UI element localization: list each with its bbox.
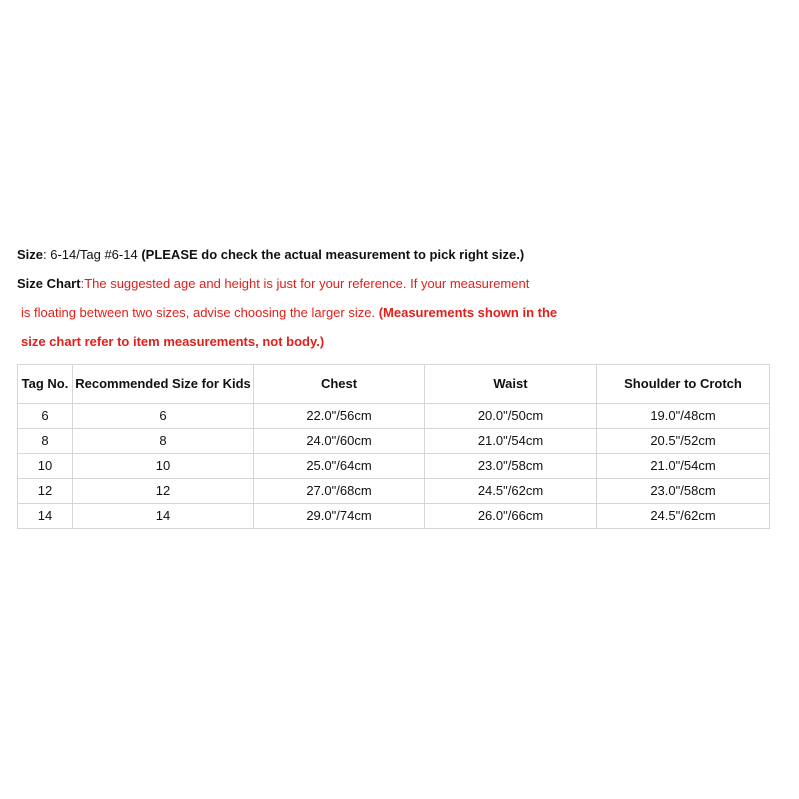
cell-size: 6 xyxy=(73,404,254,429)
cell-shoulder-to-crotch: 21.0"/54cm xyxy=(597,454,770,479)
size-line xyxy=(17,246,524,264)
cell-size: 10 xyxy=(73,454,254,479)
size-value: : 6-14/Tag #6-14 xyxy=(43,247,142,262)
cell-tag: 14 xyxy=(18,504,73,529)
cell-shoulder-to-crotch: 20.5"/52cm xyxy=(597,429,770,454)
table-header-row xyxy=(18,365,770,404)
cell-chest: 27.0"/68cm xyxy=(254,479,425,504)
cell-tag: 8 xyxy=(18,429,73,454)
size-chart-label: Size Chart xyxy=(17,276,81,291)
size-chart-line xyxy=(17,275,529,293)
size-chart-line-3 xyxy=(21,333,324,351)
cell-size: 14 xyxy=(73,504,254,529)
cell-chest: 24.0"/60cm xyxy=(254,429,425,454)
size-chart-table xyxy=(17,364,770,529)
cell-waist: 20.0"/50cm xyxy=(425,404,597,429)
cell-shoulder-to-crotch: 24.5"/62cm xyxy=(597,504,770,529)
table-row xyxy=(18,504,770,529)
size-chart-line-2 xyxy=(21,304,557,322)
cell-size: 12 xyxy=(73,479,254,504)
header-waist: Waist xyxy=(425,365,597,404)
cell-shoulder-to-crotch: 23.0"/58cm xyxy=(597,479,770,504)
header-tag-no: Tag No. xyxy=(18,365,73,404)
table-row xyxy=(18,479,770,504)
cell-waist: 26.0"/66cm xyxy=(425,504,597,529)
size-label: Size xyxy=(17,247,44,262)
header-shoulder-to-crotch: Shoulder to Crotch xyxy=(597,365,770,404)
cell-tag: 6 xyxy=(18,404,73,429)
cell-tag: 12 xyxy=(18,479,73,504)
size-chart-text-2: is floating between two sizes, advise choosing the larger size. xyxy=(21,305,379,320)
size-chart-emphasis-2: size chart refer to item measurements, not body.) xyxy=(21,334,325,349)
size-chart-text-1: :The suggested age and height is just for your reference. If your measurement xyxy=(80,276,530,291)
cell-shoulder-to-crotch: 19.0"/48cm xyxy=(597,404,770,429)
table-row xyxy=(18,454,770,479)
table-row xyxy=(18,429,770,454)
size-emphasis: (PLEASE do check the actual measurement to pick right size.) xyxy=(141,247,525,262)
table-row xyxy=(18,404,770,429)
cell-size: 8 xyxy=(73,429,254,454)
size-chart-emphasis-1: (Measurements shown in the xyxy=(378,305,558,320)
cell-tag: 10 xyxy=(18,454,73,479)
cell-waist: 21.0"/54cm xyxy=(425,429,597,454)
cell-waist: 24.5"/62cm xyxy=(425,479,597,504)
cell-chest: 22.0"/56cm xyxy=(254,404,425,429)
header-recommended-size: Recommended Size for Kids xyxy=(73,365,254,404)
cell-chest: 29.0"/74cm xyxy=(254,504,425,529)
cell-chest: 25.0"/64cm xyxy=(254,454,425,479)
header-chest: Chest xyxy=(254,365,425,404)
cell-waist: 23.0"/58cm xyxy=(425,454,597,479)
